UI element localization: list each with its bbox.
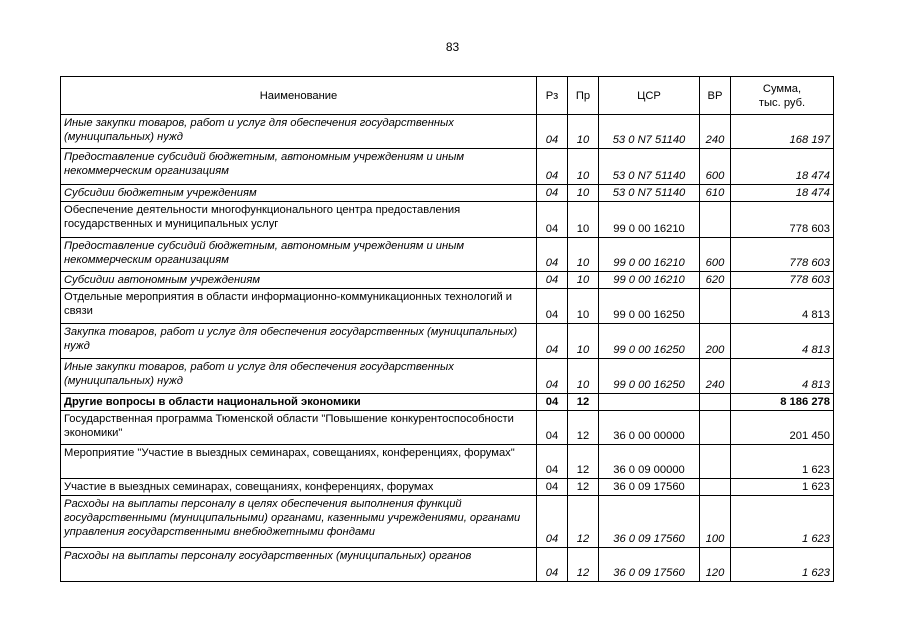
row-csr: 36 0 09 17560	[599, 496, 700, 548]
row-sum: 18 474	[731, 149, 834, 185]
row-pr: 12	[568, 479, 599, 496]
row-rz: 04	[537, 149, 568, 185]
row-csr: 99 0 00 16250	[599, 324, 700, 359]
row-sum: 1 623	[731, 479, 834, 496]
row-name: Предоставление субсидий бюджетным, автономным учреждениям и иным некоммерческим организациям	[61, 238, 537, 272]
row-rz: 04	[537, 238, 568, 272]
page-number: 83	[445, 40, 460, 54]
row-rz: 04	[537, 411, 568, 445]
row-vr	[700, 289, 731, 324]
row-vr	[700, 479, 731, 496]
row-name: Субсидии автономным учреждениям	[61, 272, 537, 289]
row-csr: 36 0 09 17560	[599, 548, 700, 582]
row-rz: 04	[537, 272, 568, 289]
row-name: Государственная программа Тюменской области "Повышение конкурентоспособности экономики"	[61, 411, 537, 445]
row-csr: 36 0 09 17560	[599, 479, 700, 496]
row-csr: 36 0 00 00000	[599, 411, 700, 445]
header-pr: Пр	[568, 77, 599, 115]
row-sum: 778 603	[731, 272, 834, 289]
row-rz: 04	[537, 479, 568, 496]
row-vr: 240	[700, 359, 731, 394]
row-sum: 778 603	[731, 238, 834, 272]
table-row	[61, 238, 834, 272]
row-rz: 04	[537, 359, 568, 394]
table-row	[61, 289, 834, 324]
row-pr: 12	[568, 445, 599, 479]
header-sum-line1: Сумма,	[762, 82, 802, 95]
table-row	[61, 496, 834, 548]
row-sum: 1 623	[731, 445, 834, 479]
row-pr: 12	[568, 411, 599, 445]
row-name: Мероприятие "Участие в выездных семинарах, совещаниях, конференциях, форумах"	[61, 445, 537, 479]
row-csr: 99 0 00 16250	[599, 289, 700, 324]
header-rz: Рз	[537, 77, 568, 115]
row-sum: 4 813	[731, 324, 834, 359]
row-sum: 4 813	[731, 289, 834, 324]
row-vr: 120	[700, 548, 731, 582]
table-header-row	[61, 77, 834, 115]
row-pr: 10	[568, 115, 599, 149]
row-rz: 04	[537, 394, 568, 411]
row-pr: 10	[568, 185, 599, 202]
row-csr: 53 0 N7 51140	[599, 185, 700, 202]
row-csr: 99 0 00 16210	[599, 238, 700, 272]
row-rz: 04	[537, 115, 568, 149]
row-pr: 10	[568, 272, 599, 289]
table-row	[61, 548, 834, 582]
row-pr: 12	[568, 394, 599, 411]
row-name: Обеспечение деятельности многофункционального центра предоставления государственных и муниципальных услуг	[61, 202, 537, 238]
table-row	[61, 185, 834, 202]
row-name: Иные закупки товаров, работ и услуг для обеспечения государственных (муниципальных) нужд	[61, 359, 537, 394]
table-row	[61, 411, 834, 445]
row-pr: 10	[568, 324, 599, 359]
row-sum: 18 474	[731, 185, 834, 202]
table-row	[61, 445, 834, 479]
row-rz: 04	[537, 445, 568, 479]
header-sum-line2: тыс. руб.	[758, 96, 806, 109]
row-pr: 10	[568, 202, 599, 238]
header-csr: ЦСР	[599, 77, 700, 115]
table-row	[61, 202, 834, 238]
table-row	[61, 324, 834, 359]
row-csr: 53 0 N7 51140	[599, 149, 700, 185]
row-csr: 99 0 00 16250	[599, 359, 700, 394]
row-rz: 04	[537, 289, 568, 324]
row-vr	[700, 394, 731, 411]
row-pr: 10	[568, 238, 599, 272]
table-row	[61, 359, 834, 394]
row-csr: 99 0 00 16210	[599, 272, 700, 289]
row-vr: 600	[700, 238, 731, 272]
row-rz: 04	[537, 496, 568, 548]
row-name: Субсидии бюджетным учреждениям	[61, 185, 537, 202]
row-csr: 36 0 09 00000	[599, 445, 700, 479]
header-vr: ВР	[700, 77, 731, 115]
row-rz: 04	[537, 324, 568, 359]
row-sum: 8 186 278	[731, 394, 834, 411]
row-name: Другие вопросы в области национальной экономики	[61, 394, 537, 411]
row-csr	[599, 394, 700, 411]
row-sum: 1 623	[731, 496, 834, 548]
row-pr: 12	[568, 496, 599, 548]
row-pr: 10	[568, 289, 599, 324]
table-row	[61, 149, 834, 185]
row-vr	[700, 411, 731, 445]
budget-table	[60, 76, 834, 582]
row-name: Иные закупки товаров, работ и услуг для обеспечения государственных (муниципальных) нужд	[61, 115, 537, 149]
header-name: Наименование	[61, 77, 537, 115]
row-name: Закупка товаров, работ и услуг для обеспечения государственных (муниципальных) нужд	[61, 324, 537, 359]
row-vr: 240	[700, 115, 731, 149]
row-rz: 04	[537, 185, 568, 202]
row-name: Расходы на выплаты персоналу государственных (муниципальных) органов	[61, 548, 537, 582]
table-row	[61, 479, 834, 496]
row-vr: 620	[700, 272, 731, 289]
table-row	[61, 394, 834, 411]
row-sum: 4 813	[731, 359, 834, 394]
table-row	[61, 115, 834, 149]
row-rz: 04	[537, 548, 568, 582]
row-vr: 100	[700, 496, 731, 548]
header-sum	[731, 77, 834, 115]
row-sum: 201 450	[731, 411, 834, 445]
row-rz: 04	[537, 202, 568, 238]
table-row	[61, 272, 834, 289]
row-name: Предоставление субсидий бюджетным, автономным учреждениям и иным некоммерческим организациям	[61, 149, 537, 185]
row-csr: 53 0 N7 51140	[599, 115, 700, 149]
row-pr: 12	[568, 548, 599, 582]
row-csr: 99 0 00 16210	[599, 202, 700, 238]
row-name: Участие в выездных семинарах, совещаниях, конференциях, форумах	[61, 479, 537, 496]
row-sum: 1 623	[731, 548, 834, 582]
row-vr	[700, 202, 731, 238]
row-vr: 610	[700, 185, 731, 202]
row-vr	[700, 445, 731, 479]
row-vr: 600	[700, 149, 731, 185]
row-name: Расходы на выплаты персоналу в целях обеспечения выполнения функций государственными (муниципальными) органами, казенными учреждениями, органами управления государственными внебюджетными фондами	[61, 496, 537, 548]
row-pr: 10	[568, 149, 599, 185]
row-sum: 778 603	[731, 202, 834, 238]
row-pr: 10	[568, 359, 599, 394]
row-vr: 200	[700, 324, 731, 359]
row-name: Отдельные мероприятия в области информационно-коммуникационных технологий и связи	[61, 289, 537, 324]
row-sum: 168 197	[731, 115, 834, 149]
